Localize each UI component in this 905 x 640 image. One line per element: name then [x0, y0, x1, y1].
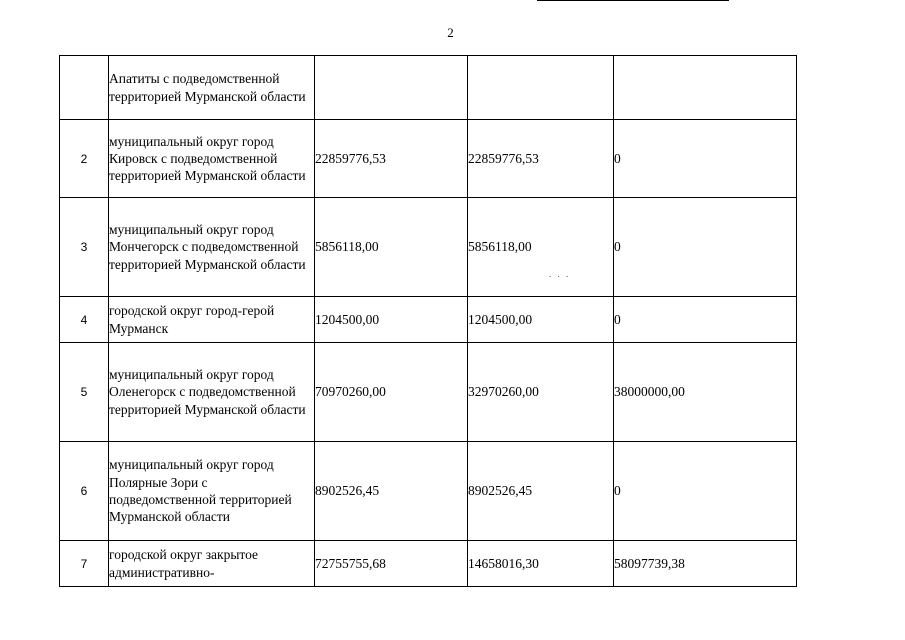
municipality-name: городской округ город-герой Мурманск	[109, 297, 315, 343]
amount-paid: 22859776,53	[468, 120, 614, 198]
amount-remaining: 58097739,38	[614, 541, 797, 587]
amount-remaining	[614, 56, 797, 120]
row-number: 2	[60, 120, 109, 198]
header-rule	[537, 0, 729, 1]
amount-paid: 5856118,00	[468, 198, 614, 297]
amount-remaining: 0	[614, 120, 797, 198]
table-row	[60, 198, 797, 297]
amount-remaining: 0	[614, 442, 797, 541]
table-row	[60, 120, 797, 198]
municipality-name: муниципальный округ город Полярные Зори с подведомственной территорией Мурманской области	[109, 442, 315, 541]
row-number: 5	[60, 343, 109, 442]
amount-paid: 32970260,00	[468, 343, 614, 442]
amount-paid: 1204500,00	[468, 297, 614, 343]
amount-total: 1204500,00	[315, 297, 468, 343]
municipality-name: Апатиты с подведомственной территорией Мурманской области	[109, 56, 315, 120]
page-number: 2	[447, 25, 454, 40]
table-row	[60, 56, 797, 120]
table-row	[60, 442, 797, 541]
amount-total: 5856118,00	[315, 198, 468, 297]
amount-paid: 14658016,30	[468, 541, 614, 587]
amount-total	[315, 56, 468, 120]
municipality-name: муниципальный округ город Мончегорск с подведомственной территорией Мурманской области	[109, 198, 315, 297]
amount-remaining: 0	[614, 198, 797, 297]
amount-total: 8902526,45	[315, 442, 468, 541]
amount-total: 70970260,00	[315, 343, 468, 442]
table-row	[60, 343, 797, 442]
municipality-name: муниципальный округ город Кировск с подведомственной территорией Мурманской области	[109, 120, 315, 198]
table-row	[60, 541, 797, 587]
amount-paid	[468, 56, 614, 120]
amount-remaining: 38000000,00	[614, 343, 797, 442]
amount-total: 22859776,53	[315, 120, 468, 198]
row-number	[60, 56, 109, 120]
amount-remaining: 0	[614, 297, 797, 343]
table-row	[60, 297, 797, 343]
allocation-table	[59, 55, 797, 587]
row-number: 7	[60, 541, 109, 587]
municipality-name: городской округ закрытое административно-	[109, 541, 315, 587]
amount-total: 72755755,68	[315, 541, 468, 587]
row-number: 6	[60, 442, 109, 541]
row-number: 4	[60, 297, 109, 343]
row-number: 3	[60, 198, 109, 297]
scan-artifact: . . .	[549, 269, 571, 279]
amount-paid: 8902526,45	[468, 442, 614, 541]
municipality-name: муниципальный округ город Оленегорск с подведомственной территорией Мурманской области	[109, 343, 315, 442]
